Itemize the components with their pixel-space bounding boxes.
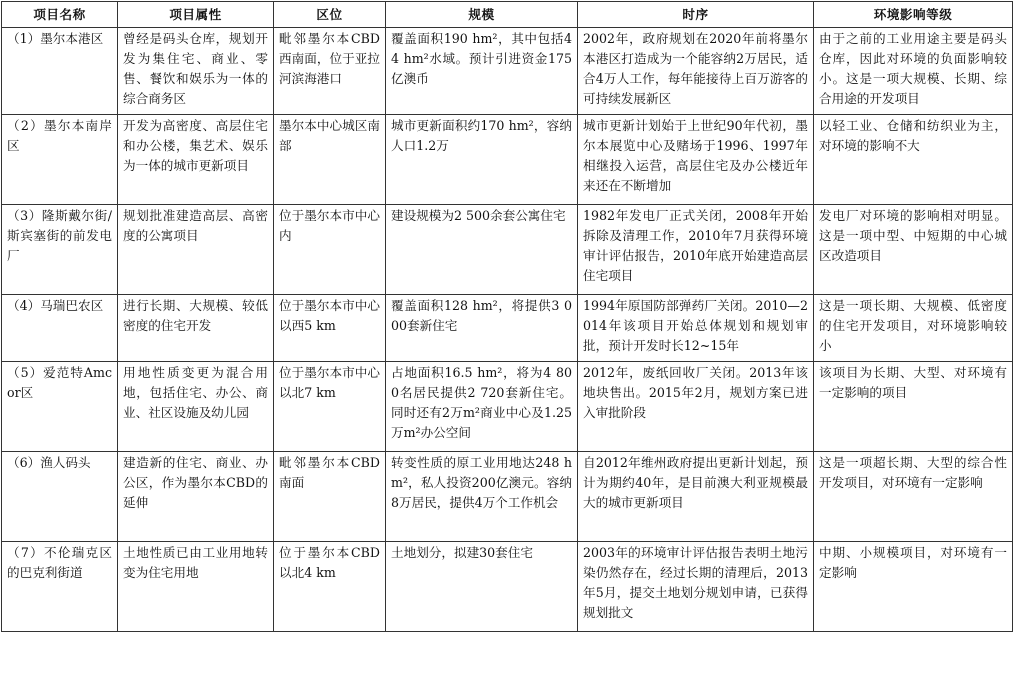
- table-row: [2, 362, 1013, 452]
- cell-scale: 城市更新面积约170 hm²，容纳人口1.2万: [386, 115, 578, 205]
- cell-location: 位于墨尔本市中心内: [274, 205, 386, 295]
- cell-project-attribute: 开发为高密度、高层住宅和办公楼，集艺术、娱乐为一体的城市更新项目: [118, 115, 274, 205]
- cell-location: 位于墨尔本CBD以北4 km: [274, 542, 386, 632]
- cell-location: 毗邻墨尔本CBD南面: [274, 452, 386, 542]
- cell-environmental-impact: 该项目为长期、大型、对环境有一定影响的项目: [814, 362, 1013, 452]
- cell-project-name: （6）渔人码头: [2, 452, 118, 542]
- cell-environmental-impact: 这是一项长期、大规模、低密度的住宅开发项目，对环境影响较小: [814, 295, 1013, 362]
- header-row: [2, 2, 1013, 28]
- cell-project-name: （3）隆斯戴尔街/斯宾塞街的前发电厂: [2, 205, 118, 295]
- header-scale: 规模: [386, 2, 578, 28]
- header-project-name: 项目名称: [2, 2, 118, 28]
- project-table-container: [1, 1, 1012, 632]
- cell-scale: 覆盖面积128 hm²，将提供3 000套新住宅: [386, 295, 578, 362]
- cell-project-attribute: 用地性质变更为混合用地，包括住宅、办公、商业、社区设施及幼儿园: [118, 362, 274, 452]
- cell-project-attribute: 建造新的住宅、商业、办公区，作为墨尔本CBD的延伸: [118, 452, 274, 542]
- cell-project-attribute: 规划批准建造高层、高密度的公寓项目: [118, 205, 274, 295]
- cell-project-attribute: 进行长期、大规模、较低密度的住宅开发: [118, 295, 274, 362]
- cell-environmental-impact: 这是一项超长期、大型的综合性开发项目，对环境有一定影响: [814, 452, 1013, 542]
- table-row: [2, 28, 1013, 115]
- cell-environmental-impact: 中期、小规模项目，对环境有一定影响: [814, 542, 1013, 632]
- cell-timeline: 自2012年维州政府提出更新计划起，预计为期约40年，是目前澳大利亚规模最大的城市更新项目: [578, 452, 814, 542]
- urban-renewal-projects-table: [1, 1, 1013, 632]
- cell-timeline: 2002年，政府规划在2020年前将墨尔本港区打造成为一个能容纳2万居民，适合4万人工作，每年能接待上百万游客的可持续发展新区: [578, 28, 814, 115]
- cell-environmental-impact: 以轻工业、仓储和纺织业为主，对环境的影响不大: [814, 115, 1013, 205]
- table-row: [2, 115, 1013, 205]
- cell-environmental-impact: 由于之前的工业用途主要是码头仓库，因此对环境的负面影响较小。这是一项大规模、长期、综合用途的开发项目: [814, 28, 1013, 115]
- header-project-attribute: 项目属性: [118, 2, 274, 28]
- cell-location: 位于墨尔本市中心以北7 km: [274, 362, 386, 452]
- cell-environmental-impact: 发电厂对环境的影响相对明显。这是一项中型、中短期的中心城区改造项目: [814, 205, 1013, 295]
- cell-timeline: 城市更新计划始于上世纪90年代初，墨尔本展览中心及赌场于1996、1997年相继投入运营，高层住宅及办公楼近年来还在不断增加: [578, 115, 814, 205]
- cell-project-name: （5）爱范特Amcor区: [2, 362, 118, 452]
- cell-scale: 覆盖面积190 hm²，其中包括44 hm²水域。预计引进资金175亿澳币: [386, 28, 578, 115]
- cell-project-attribute: 土地性质已由工业用地转变为住宅用地: [118, 542, 274, 632]
- header-timeline: 时序: [578, 2, 814, 28]
- cell-scale: 转变性质的原工业用地达248 hm²，私人投资200亿澳元。容纳8万居民，提供4万个工作机会: [386, 452, 578, 542]
- table-row: [2, 205, 1013, 295]
- header-location: 区位: [274, 2, 386, 28]
- cell-location: 毗邻墨尔本CBD西南面，位于亚拉河滨海港口: [274, 28, 386, 115]
- cell-scale: 土地划分，拟建30套住宅: [386, 542, 578, 632]
- cell-location: 墨尔本中心城区南部: [274, 115, 386, 205]
- table-row: [2, 295, 1013, 362]
- cell-scale: 占地面积16.5 hm²，将为4 800名居民提供2 720套新住宅。同时还有2万m²商业中心及1.25万m²办公空间: [386, 362, 578, 452]
- cell-timeline: 2003年的环境审计评估报告表明土地污染仍然存在，经过长期的清理后，2013年5月，提交土地划分规划申请，已获得规划批文: [578, 542, 814, 632]
- cell-location: 位于墨尔本市中心以西5 km: [274, 295, 386, 362]
- cell-timeline: 1982年发电厂正式关闭，2008年开始拆除及清理工作，2010年7月获得环境审计评估报告，2010年底开始建造高层住宅项目: [578, 205, 814, 295]
- header-environmental-impact: 环境影响等级: [814, 2, 1013, 28]
- cell-project-name: （4）马瑞巴农区: [2, 295, 118, 362]
- cell-project-name: （7）不伦瑞克区的巴克利街道: [2, 542, 118, 632]
- table-row: [2, 542, 1013, 632]
- cell-project-name: （1）墨尔本港区: [2, 28, 118, 115]
- cell-project-attribute: 曾经是码头仓库，规划开发为集住宅、商业、零售、餐饮和娱乐为一体的综合商务区: [118, 28, 274, 115]
- table-row: [2, 452, 1013, 542]
- cell-timeline: 1994年原国防部弹药厂关闭。2010—2014年该项目开始总体规划和规划审批，预计开发时长12~15年: [578, 295, 814, 362]
- cell-project-name: （2）墨尔本南岸区: [2, 115, 118, 205]
- cell-scale: 建设规模为2 500余套公寓住宅: [386, 205, 578, 295]
- cell-timeline: 2012年，废纸回收厂关闭。2013年该地块售出。2015年2月，规划方案已进入审批阶段: [578, 362, 814, 452]
